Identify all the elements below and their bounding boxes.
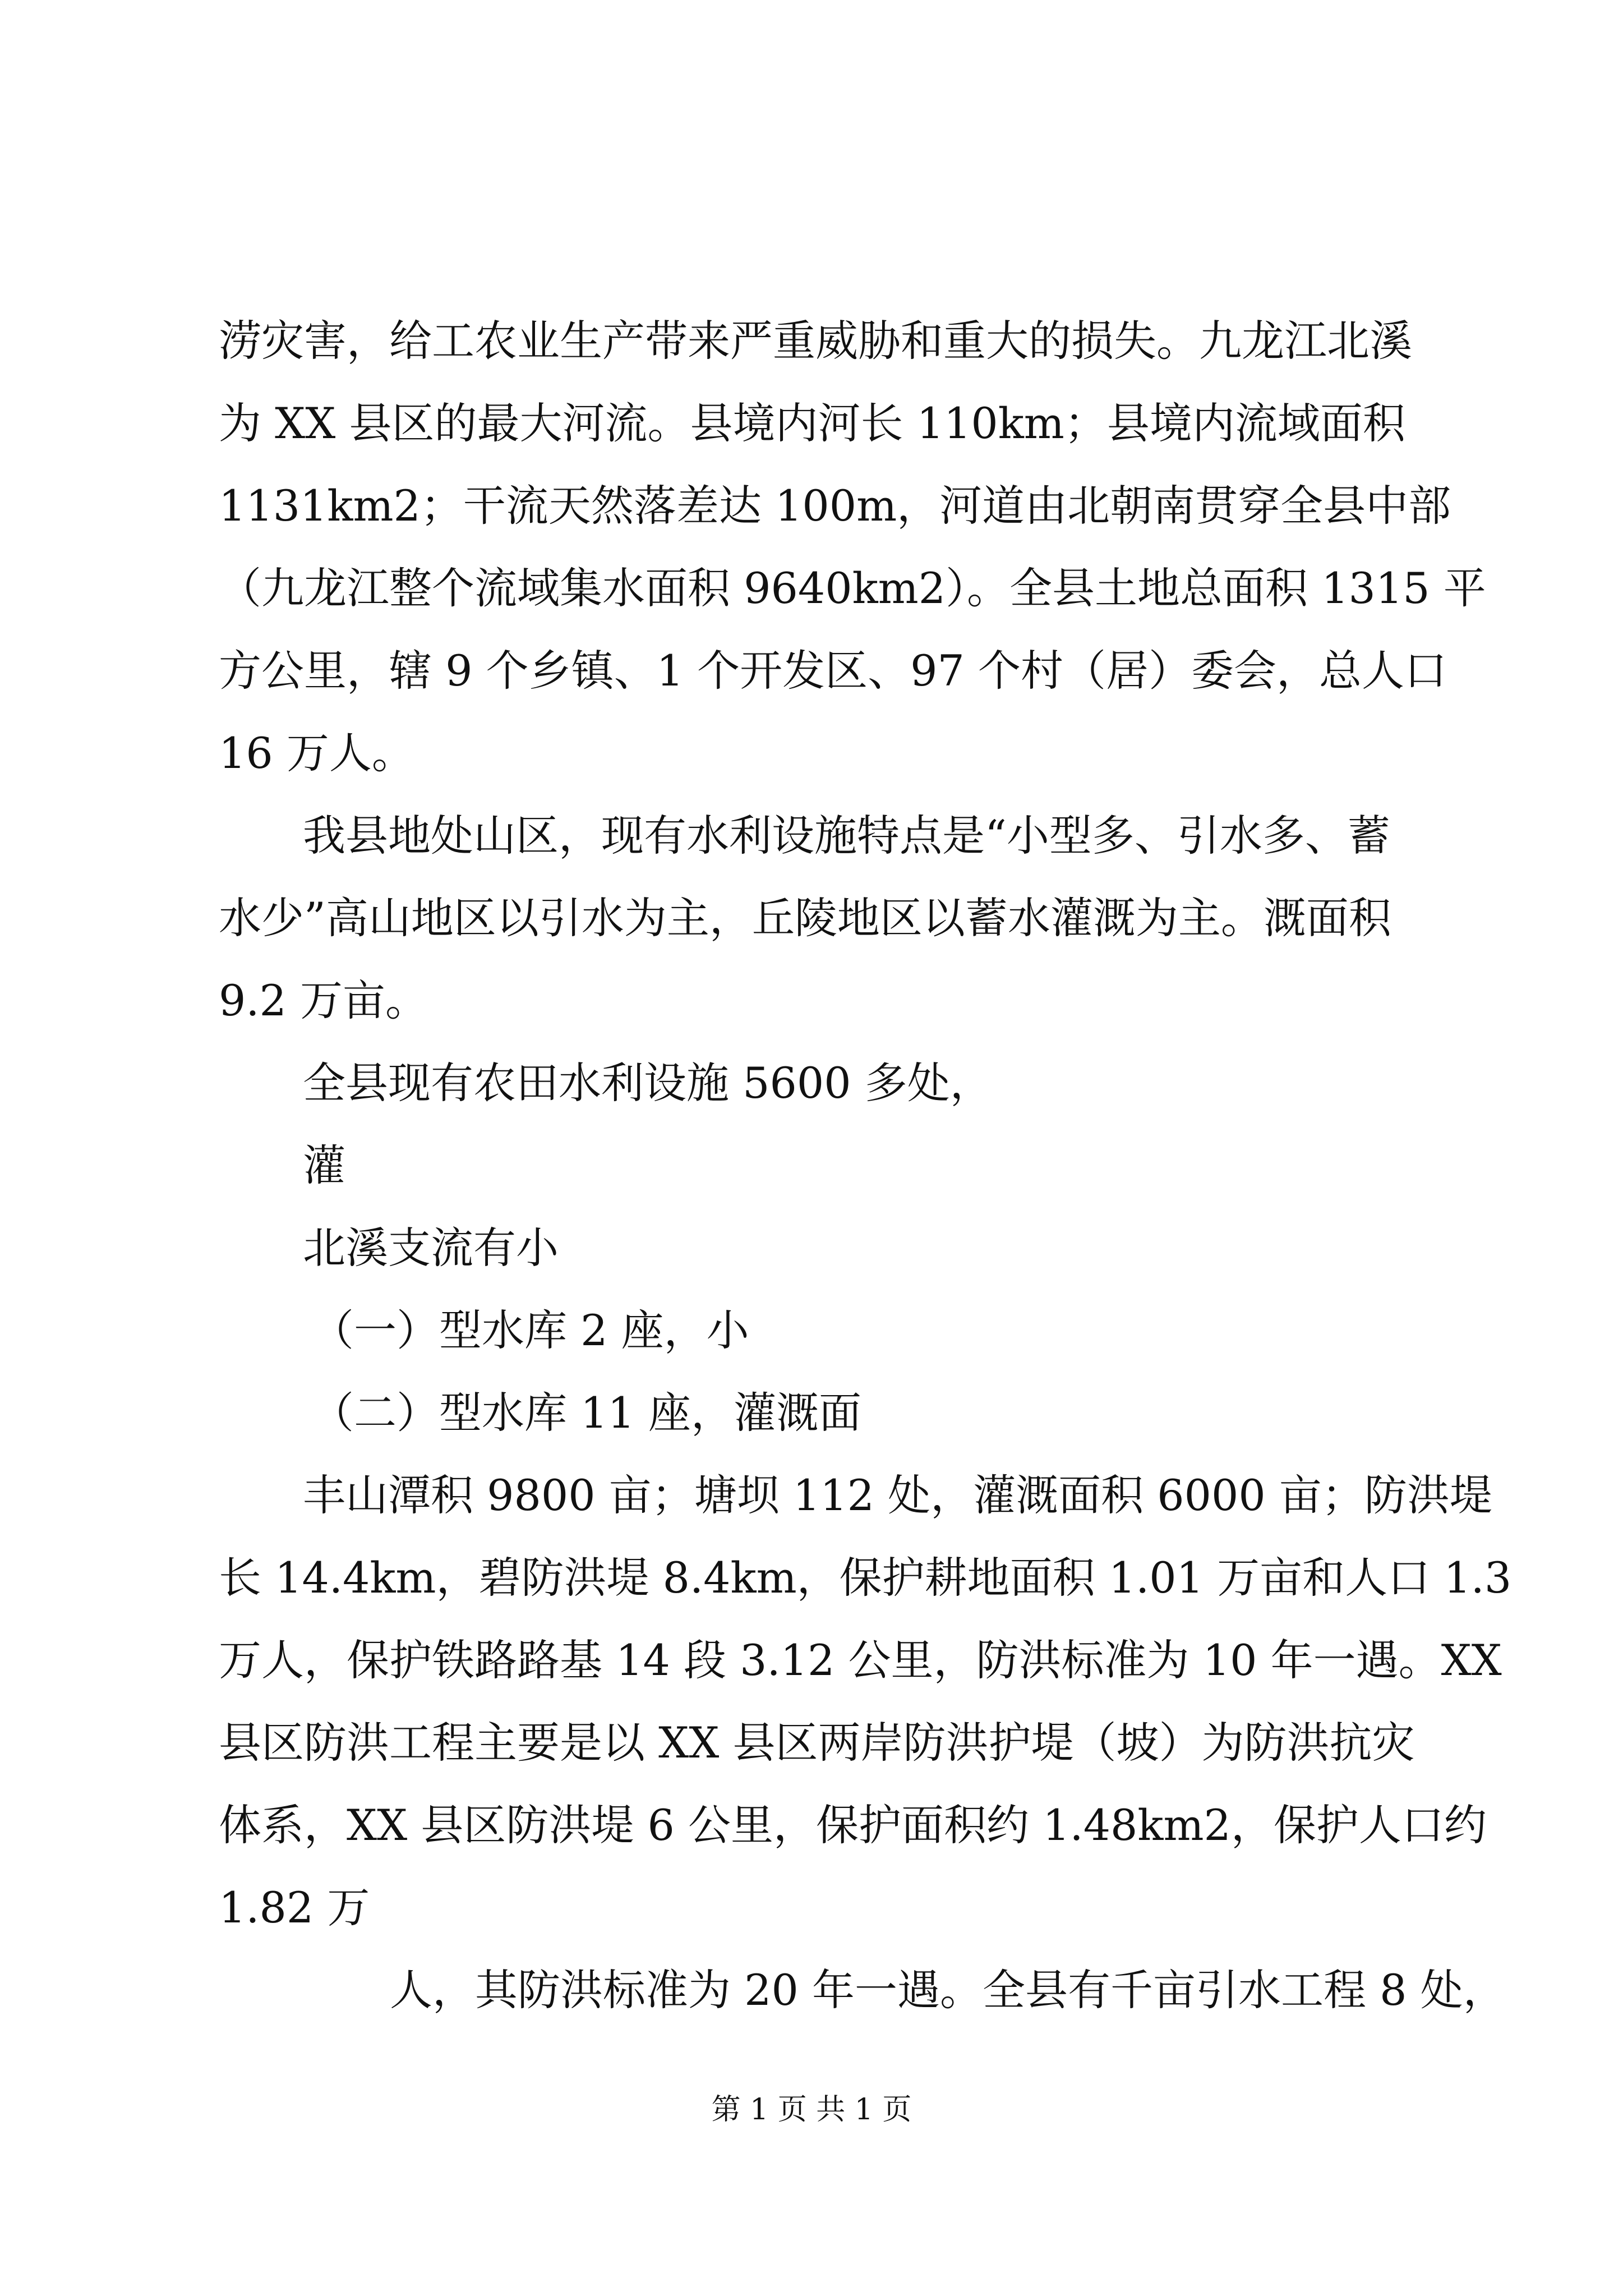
body-line: （二）型水库 11 座，灌溉面 <box>311 1388 862 1438</box>
body-line: 灌 <box>303 1140 345 1190</box>
body-line: 1131km2；干流天然落差达 100m，河道由北朝南贯穿全县中部 <box>219 481 1451 531</box>
body-line: 16 万人。 <box>219 728 414 778</box>
body-line: 人，其防洪标准为 20 年一遇。全县有千亩引水工程 8 处， <box>390 1965 1506 2015</box>
body-line: 体系，XX 县区防洪堤 6 公里，保护面积约 1.48km2，保护人口约 <box>219 1800 1487 1850</box>
body-line: （一）型水库 2 座，小 <box>311 1305 749 1355</box>
body-line: 涝灾害，给工农业生产带来严重威胁和重大的损失。九龙江北溪 <box>219 316 1412 366</box>
body-line: 9.2 万亩。 <box>219 976 428 1025</box>
body-line: 水少”高山地区以引水为主，丘陵地区以蓄水灌溉为主。溉面积 <box>219 893 1391 943</box>
body-line: 长 14.4km，碧防洪堤 8.4km，保护耕地面积 1.01 万亩和人口 1.3 <box>219 1553 1512 1603</box>
body-line: 万人，保护铁路路基 14 段 3.12 公里，防洪标准为 10 年一遇。XX <box>219 1635 1502 1685</box>
body-line: 我县地处山区，现有水利设施特点是“小型多、引水多、蓄 <box>303 811 1390 861</box>
page-footer: 第 1 页 共 1 页 <box>711 2093 912 2127</box>
body-line: （九龙江整个流域集水面积 9640km2）。全县土地总面积 1315 平 <box>219 563 1486 613</box>
body-line: 方公里，辖 9 个乡镇、1 个开发区、97 个村（居）委会，总人口 <box>219 646 1447 696</box>
body-line: 县区防洪工程主要是以 XX 县区两岸防洪护堤（坡）为防洪抗灾 <box>219 1718 1415 1768</box>
body-line: 为 XX 县区的最大河流。县境内河长 110km；县境内流域面积 <box>219 398 1405 448</box>
body-line: 丰山潭积 9800 亩；塘坝 112 处，灌溉面积 6000 亩；防洪堤 <box>303 1470 1492 1520</box>
body-line: 全县现有农田水利设施 5600 多处， <box>303 1058 993 1108</box>
body-line: 1.82 万 <box>219 1883 370 1932</box>
body-line: 北溪支流有小 <box>303 1223 559 1273</box>
